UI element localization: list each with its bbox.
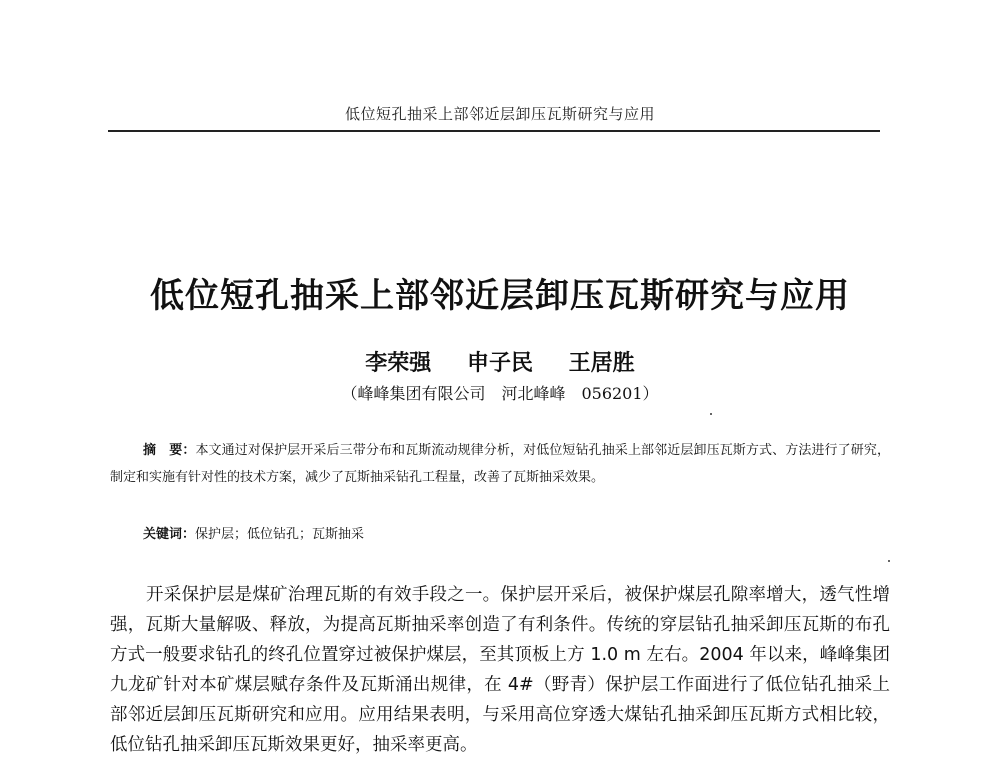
author-list bbox=[0, 346, 1000, 377]
scan-speck bbox=[888, 560, 890, 562]
header-rule bbox=[108, 130, 880, 132]
paper-title: 低位短孔抽采上部邻近层卸压瓦斯研究与应用 bbox=[150, 276, 850, 316]
author-name: 李荣强 bbox=[365, 350, 432, 376]
abstract-text: 本文通过对保护层开采后三带分布和瓦斯流动规律分析，对低位短钻孔抽采上部邻近层卸压瓦斯方式、方法进行了研究，制定和实施有针对性的技术方案，减少了瓦斯抽采钻孔工程量，改善了瓦斯抽采效果。 bbox=[110, 443, 890, 485]
author-name: 王居胜 bbox=[568, 350, 635, 376]
abstract bbox=[110, 437, 890, 491]
running-header: 低位短孔抽采上部邻近层卸压瓦斯研究与应用 bbox=[344, 105, 655, 123]
abstract-label: 摘 要： bbox=[143, 443, 196, 458]
affiliation: （峰峰集团有限公司 河北峰峰 056201） bbox=[341, 384, 659, 403]
scan-speck bbox=[710, 413, 712, 415]
keywords-label: 关键词： bbox=[143, 527, 196, 542]
keywords bbox=[143, 523, 364, 542]
body-paragraph: 开采保护层是煤矿治理瓦斯的有效手段之一。保护层开采后，被保护煤层孔隙率增大，透气性增强，瓦斯大量解吸、释放，为提高瓦斯抽采率创造了有利条件。传统的穿层钻孔抽采卸压瓦斯的布孔方式一般要求钻孔的终孔位置穿过被保护煤层，至其顶板上方 1.0 m 左右。2004 年以来，峰峰集团九龙矿针对本矿煤层赋存条件及瓦斯涌出规律，在 4#（野青）保护层工作面进行了低位钻孔抽采上部邻近层卸压瓦斯研究和应用。应用结果表明，与采用高位穿透大煤钻孔抽采卸压瓦斯方式相比较，低位钻孔抽采卸压瓦斯效果更好，抽采率更高。 bbox=[110, 585, 890, 755]
author-name: 申子民 bbox=[466, 350, 533, 376]
keywords-text: 保护层；低位钻孔；瓦斯抽采 bbox=[195, 527, 365, 542]
